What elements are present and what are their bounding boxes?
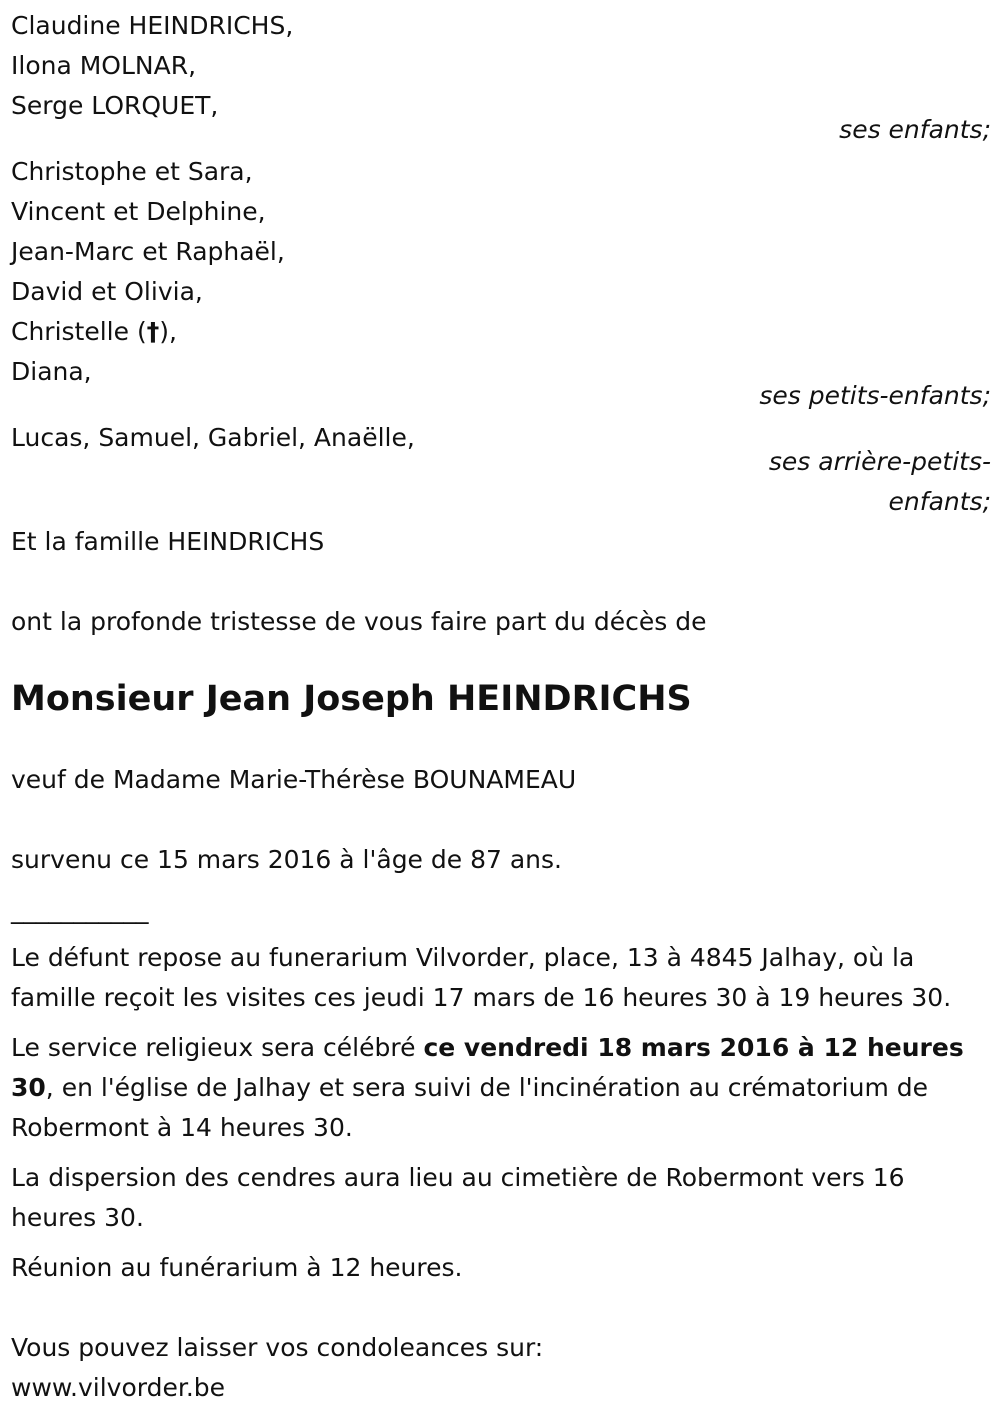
child-name-2: Ilona MOLNAR, (11, 51, 197, 80)
rest-info-paragraph: Le défunt repose au funerarium Vilvorder, place, 13 à 4845 Jalhay, où la famille reçoit les visites ces jeudi 17 mars de 16 heures 30 à 19 heures 30. (11, 943, 952, 1012)
separator-line: ___________ (11, 895, 149, 924)
child-name-1: Claudine HEINDRICHS, (11, 11, 294, 40)
grandchild-name-last: Diana, (11, 357, 92, 386)
grandchild-name-4: David et Olivia, (11, 277, 203, 306)
grandchild-name-deceased (11, 312, 991, 352)
deceased-name-heading: Monsieur Jean Joseph HEINDRICHS (11, 679, 692, 719)
service-date-time: ce vendredi 18 mars 2016 à 12 heures 30 (11, 1033, 964, 1102)
grandchild-deceased-suffix: ), (159, 317, 177, 346)
child-name-3: Serge LORQUET, (11, 91, 219, 120)
great-grandchildren-names: Lucas, Samuel, Gabriel, Anaëlle, (11, 423, 415, 452)
cross-icon: † (146, 317, 160, 346)
service-suffix: , en l'église de Jalhay et sera suivi de l'incinération au crématorium de Robermont à 14 heures 30. (11, 1073, 929, 1142)
children-role: ses enfants; (839, 115, 991, 144)
grandchild-deceased-name: Christelle ( (11, 317, 147, 346)
announcement-text: ont la profonde tristesse de vous faire part du décès de (11, 607, 707, 636)
grandchild-name-3: Jean-Marc et Raphaël, (11, 237, 285, 266)
death-info-text: survenu ce 15 mars 2016 à l'âge de 87 ans. (11, 845, 562, 874)
condolences-label: Vous pouvez laisser vos condoleances sur: (11, 1333, 544, 1362)
dispersion-paragraph: La dispersion des cendres aura lieu au cimetière de Robermont vers 16 heures 30. (11, 1163, 905, 1232)
reunion-paragraph: Réunion au funérarium à 12 heures. (11, 1253, 463, 1282)
widower-text: veuf de Madame Marie-Thérèse BOUNAMEAU (11, 765, 577, 794)
grandchild-name-2: Vincent et Delphine, (11, 197, 266, 226)
service-paragraph (11, 1028, 991, 1148)
great-grandchildren-role-line1: ses arrière-petits- (768, 447, 991, 476)
great-grandchildren-role-line2: enfants; (888, 487, 991, 516)
grandchildren-role: ses petits-enfants; (759, 381, 991, 410)
obituary-notice (11, 6, 991, 1408)
service-prefix: Le service religieux sera célébré (11, 1033, 424, 1062)
grandchild-name-1: Christophe et Sara, (11, 157, 253, 186)
family-line: Et la famille HEINDRICHS (11, 527, 325, 556)
condolences-link[interactable]: www.vilvorder.be (11, 1373, 226, 1402)
